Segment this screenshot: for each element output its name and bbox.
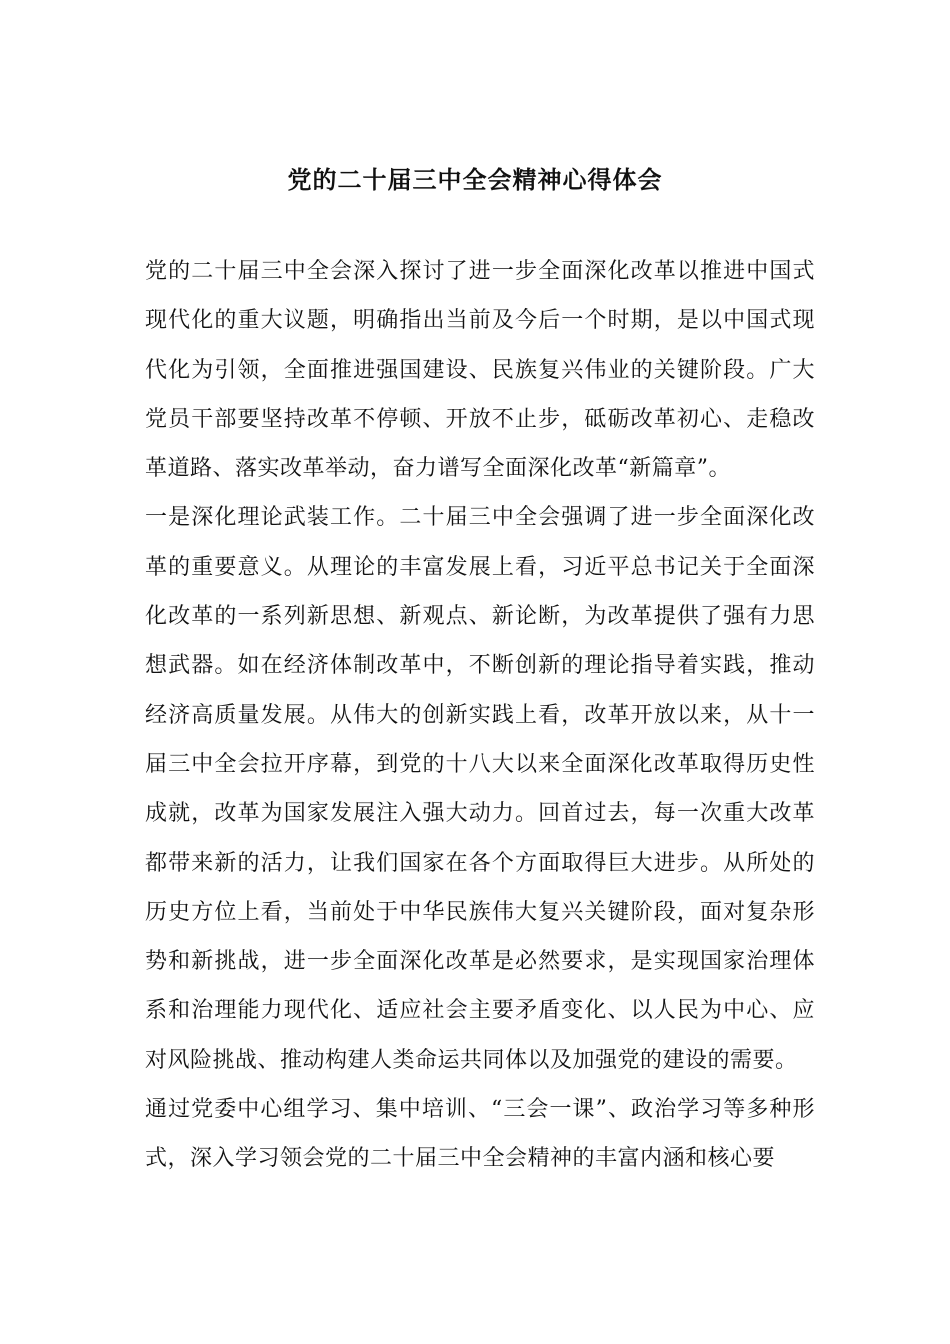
document-title: 党的二十届三中全会精神心得体会 bbox=[287, 165, 663, 194]
paragraph-study: 通过党委中心组学习、集中培训、“三会一课”、政治学习等多种形式，深入学习领会党的二十届三中全会精神的丰富内涵和核心要 bbox=[145, 1097, 815, 1172]
paragraph-intro: 党的二十届三中全会深入探讨了进一步全面深化改革以推进中国式现代化的重大议题，明确指出当前及今后一个时期，是以中国式现代化为引领，全面推进强国建设、民族复兴伟业的关键阶段。广大党员干部要坚持改革不停顿、开放不止步，砥砺改革初心、走稳改革道路、落实改革举动，奋力谱写全面深化改革“新篇章”。 bbox=[145, 259, 815, 482]
document-body bbox=[145, 247, 815, 1184]
paragraph-theory: 一是深化理论武装工作。二十届三中全会强调了进一步全面深化改革的重要意义。从理论的丰富发展上看，习近平总书记关于全面深化改革的一系列新思想、新观点、新论断，为改革提供了强有力思想武器。如在经济体制改革中，不断创新的理论指导着实践，推动经济高质量发展。从伟大的创新实践上看，改革开放以来，从十一届三中全会拉开序幕，到党的十八大以来全面深化改革取得历史性成就，改革为国家发展注入强大动力。回首过去，每一次重大改革都带来新的活力，让我们国家在各个方面取得巨大进步。从所处的历史方位上看，当前处于中华民族伟大复兴关键阶段，面对复杂形势和新挑战，进一步全面深化改革是必然要求，是实现国家治理体系和治理能力现代化、适应社会主要矛盾变化、以人民为中心、应对风险挑战、推动构建人类命运共同体以及加强党的建设的需要。 bbox=[145, 505, 815, 1073]
